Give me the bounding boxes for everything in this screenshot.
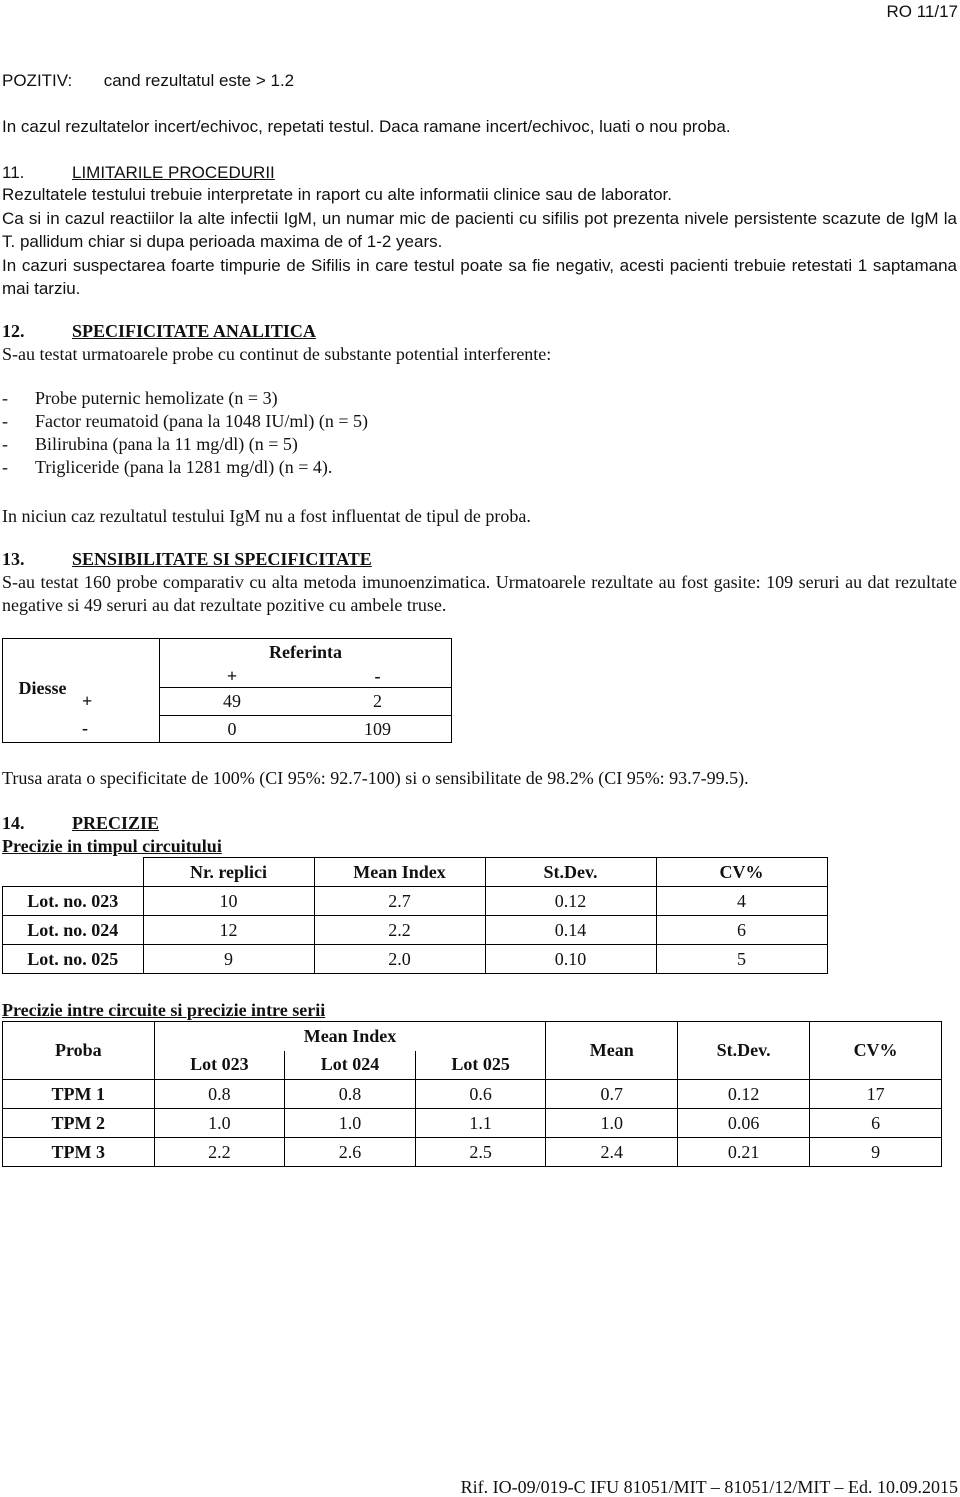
comparison-table — [2, 638, 452, 743]
section-12-heading — [2, 320, 316, 343]
lot-label: Lot. no. 024 — [3, 916, 144, 945]
table-cell: 2 — [304, 688, 452, 716]
table-row — [3, 1109, 942, 1138]
equivocal-note: In cazul rezultatelor incert/echivoc, repetati testul. Daca ramane incert/echivoc, luati o nou proba. — [2, 117, 731, 136]
table-cell: 2.6 — [285, 1138, 416, 1167]
table-cell: 109 — [304, 716, 452, 743]
table-row — [3, 1080, 942, 1109]
section-11-paragraph-1: Rezultatele testului trebuie interpretate in raport cu alte informatii clinice sau de laborator. — [2, 185, 672, 204]
section-14-title: PRECIZIE — [72, 813, 160, 833]
table-cell: 5 — [656, 945, 827, 974]
precision-between-run-heading: Precizie intre circuite si precizie intre serii — [2, 1000, 326, 1020]
list-item: - Trigliceride (pana la 1281 mg/dl) (n = 4). — [2, 457, 333, 477]
table-cell: 2.4 — [546, 1138, 678, 1167]
section-13-text: S-au testat 160 probe comparativ cu alta metoda imunoenzimatica. Urmatoarele rezultate au fost gasite: 109 seruri au dat rezultate negative si 49 seruri au dat rezultate pozitive cu ambele truse. — [2, 572, 957, 615]
table-header: Nr. replici — [143, 858, 314, 887]
ref-plus-header: + — [160, 666, 305, 688]
table-cell: 1.0 — [154, 1109, 285, 1138]
tpm-label: TPM 2 — [3, 1109, 155, 1138]
table-cell: 0.7 — [546, 1080, 678, 1109]
tpm-label: TPM 3 — [3, 1138, 155, 1167]
lot-header: Lot 023 — [154, 1051, 285, 1080]
reference-header: Referinta — [160, 639, 452, 666]
table-cell: 49 — [160, 688, 305, 716]
table-cell: 2.0 — [314, 945, 485, 974]
lot-header: Lot 025 — [415, 1051, 546, 1080]
table-cell: 17 — [810, 1080, 942, 1109]
section-13-summary: Trusa arata o specificitate de 100% (CI 95%: 92.7-100) si o sensibilitate de 98.2% (CI 95%: 93.7-99.5). — [2, 768, 749, 788]
section-12-conclusion: In niciun caz rezultatul testului IgM nu a fost influentat de tipul de proba. — [2, 506, 531, 526]
section-11-paragraph-3: In cazuri suspectarea foarte timpurie de Sifilis in care testul poate sa fie negativ, acesti pacienti trebuie retestati 1 saptamana mai tarziu. — [2, 256, 957, 298]
section-11-heading — [2, 162, 275, 184]
table-cell: 0.12 — [678, 1080, 810, 1109]
table-cell: 0.10 — [485, 945, 656, 974]
footer-reference: Rif. IO-09/019-C IFU 81051/MIT – 81051/12/MIT – Ed. 10.09.2015 — [460, 1477, 958, 1497]
cv-header: CV% — [810, 1022, 942, 1080]
ref-minus-header: - — [374, 665, 381, 686]
table-row — [3, 1022, 942, 1051]
table-cell: 0.8 — [285, 1080, 416, 1109]
table-cell: 9 — [143, 945, 314, 974]
table-row — [3, 716, 452, 743]
proba-header: Proba — [3, 1022, 155, 1080]
diesse-label: Diesse — [18, 677, 67, 698]
section-14-heading — [2, 812, 159, 835]
table-cell: 1.1 — [415, 1109, 546, 1138]
row-plus-label: + — [82, 691, 93, 711]
table-cell: 1.0 — [285, 1109, 416, 1138]
table-cell: 2.5 — [415, 1138, 546, 1167]
positive-threshold — [2, 70, 294, 92]
table-cell: 6 — [656, 916, 827, 945]
table-cell: 0.6 — [415, 1080, 546, 1109]
table-cell: 2.2 — [314, 916, 485, 945]
table-cell: 0.21 — [678, 1138, 810, 1167]
table-cell: 1.0 — [546, 1109, 678, 1138]
table-cell: 0.12 — [485, 887, 656, 916]
list-item: - Probe puternic hemolizate (n = 3) — [2, 388, 278, 408]
page-number: RO 11/17 — [886, 2, 958, 21]
lot-label: Lot. no. 025 — [3, 945, 144, 974]
table-cell: 4 — [656, 887, 827, 916]
row-minus-label: - — [82, 718, 88, 739]
table-cell: 6 — [810, 1109, 942, 1138]
table-header: St.Dev. — [485, 858, 656, 887]
tpm-label: TPM 1 — [3, 1080, 155, 1109]
section-13-title: SENSIBILITATE SI SPECIFICITATE — [72, 549, 372, 569]
table-cell: 10 — [143, 887, 314, 916]
table-header: Mean Index — [314, 858, 485, 887]
section-11-number: 11. — [2, 163, 25, 182]
table-header: CV% — [656, 858, 827, 887]
stdev-header: St.Dev. — [678, 1022, 810, 1080]
table-cell: 12 — [143, 916, 314, 945]
precision-within-run-heading: Precizie in timpul circuitului — [2, 836, 222, 856]
positive-label: POZITIV: — [2, 71, 73, 90]
table-cell: 2.2 — [154, 1138, 285, 1167]
table-cell: 0.14 — [485, 916, 656, 945]
table-row — [3, 945, 828, 974]
table-cell: 0 — [160, 716, 305, 743]
section-11-title: LIMITARILE PROCEDURII — [72, 163, 275, 182]
section-12-intro: S-au testat urmatoarele probe cu continut de substante potential interferente: — [2, 344, 552, 364]
section-14-number: 14. — [2, 813, 25, 833]
interferent-list — [2, 387, 368, 479]
section-11-paragraph-2: Ca si in cazul reactiilor la alte infectii IgM, un numar mic de pacienti cu sifilis pot prezenta nivele persistente scazute de IgM la T. pallidum chiar si dupa perioada maxima de of 1-2 years. — [2, 209, 957, 251]
table-row — [3, 639, 452, 666]
lot-header: Lot 024 — [285, 1051, 416, 1080]
section-12-number: 12. — [2, 321, 25, 341]
mean-index-header: Mean Index — [154, 1022, 546, 1051]
section-13-number: 13. — [2, 549, 25, 569]
table-cell: 9 — [810, 1138, 942, 1167]
table-row — [3, 1138, 942, 1167]
list-item: - Factor reumatoid (pana la 1048 IU/ml) (n = 5) — [2, 411, 369, 431]
table-cell: 0.06 — [678, 1109, 810, 1138]
precision-within-run-table — [2, 857, 828, 974]
table-row — [3, 916, 828, 945]
positive-text: cand rezultatul este > 1.2 — [103, 71, 295, 90]
precision-between-run-table — [2, 1021, 942, 1167]
table-row — [3, 858, 828, 887]
section-12-title: SPECIFICITATE ANALITICA — [72, 321, 316, 341]
section-13-heading — [2, 548, 372, 571]
lot-label: Lot. no. 023 — [3, 887, 144, 916]
mean-header: Mean — [546, 1022, 678, 1080]
list-item: - Bilirubina (pana la 11 mg/dl) (n = 5) — [2, 434, 298, 454]
table-cell: 2.7 — [314, 887, 485, 916]
table-row — [3, 887, 828, 916]
table-cell: 0.8 — [154, 1080, 285, 1109]
